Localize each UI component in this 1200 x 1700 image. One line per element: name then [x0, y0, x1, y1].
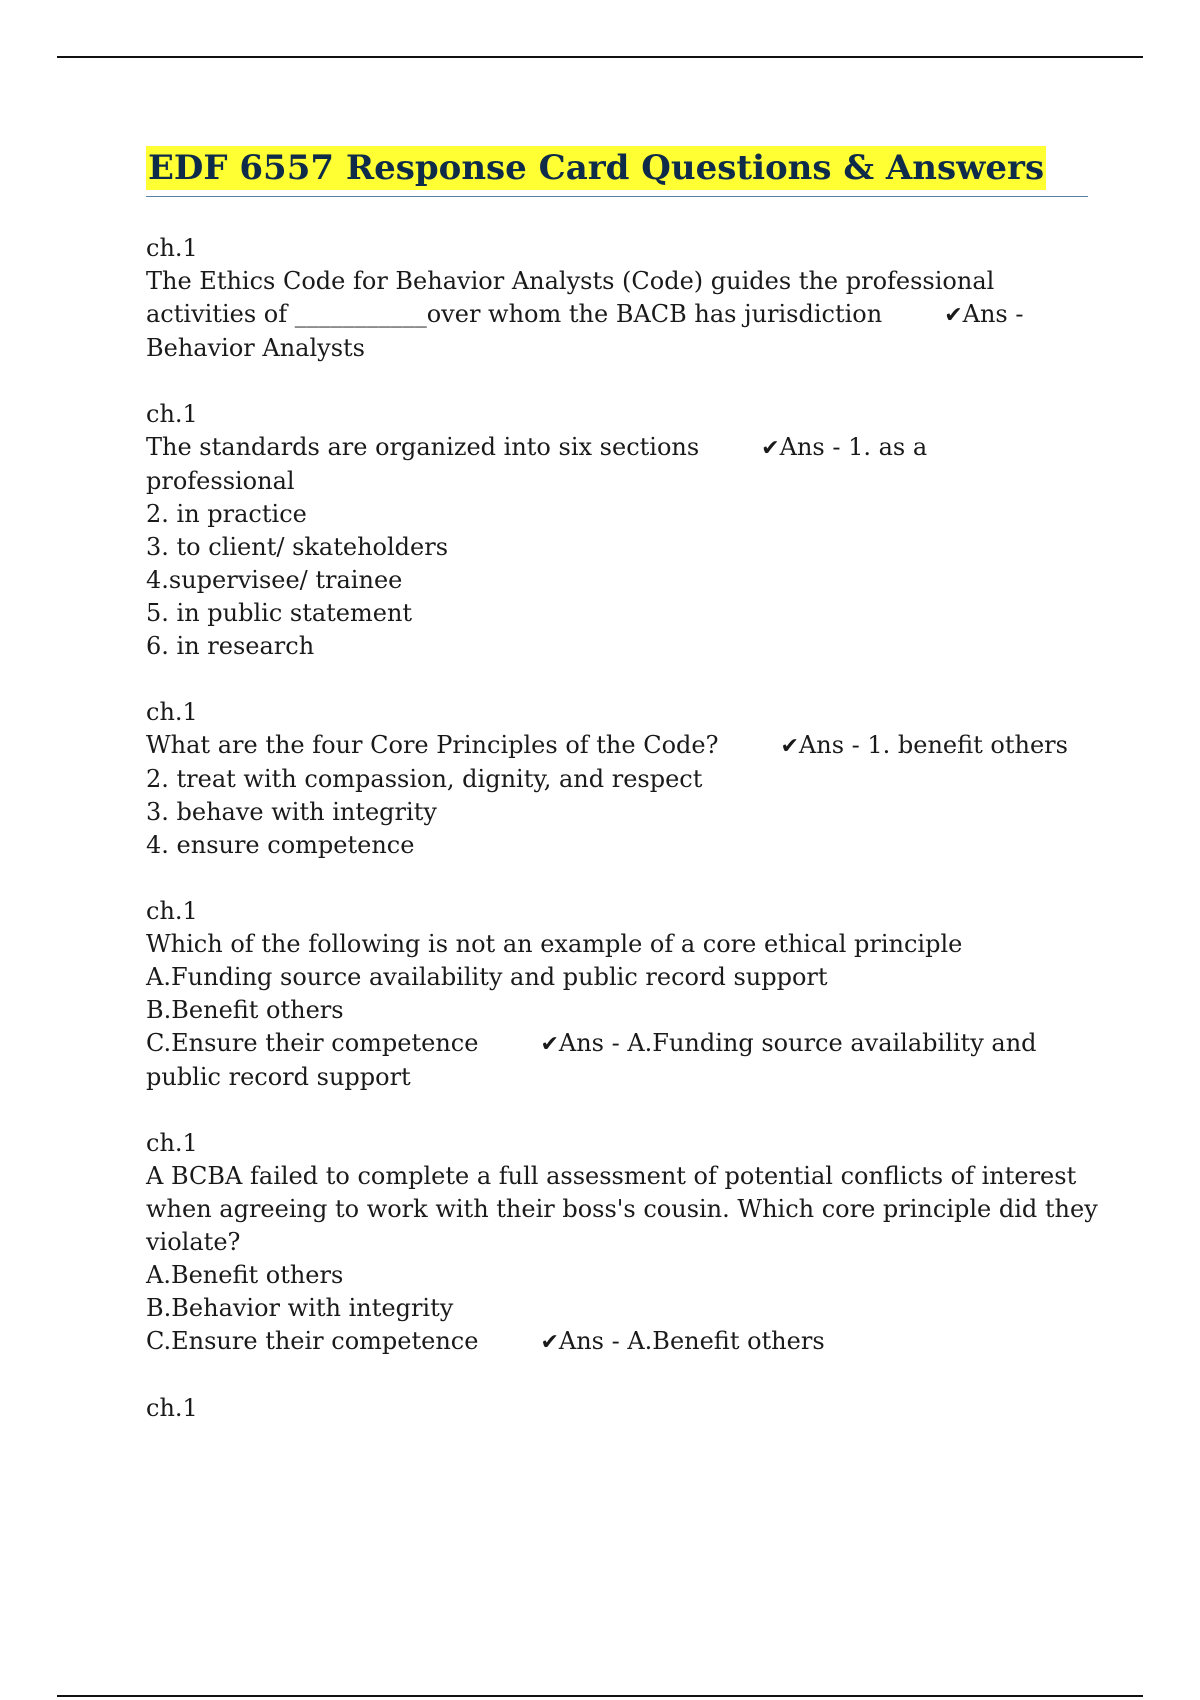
question-line: A.Benefit others [146, 1261, 344, 1289]
answer-continuation: professional [146, 467, 295, 495]
question-line: when agreeing to work with their boss's cousin. Which core principle did they [146, 1195, 1098, 1223]
question-line: B.Benefit others [146, 996, 344, 1024]
answer-continuation: 3. behave with integrity [146, 798, 437, 826]
answer-continuation: Behavior Analysts [146, 334, 365, 362]
qa-item [146, 696, 1086, 862]
question-text: C.Ensure their competence [146, 1029, 479, 1057]
question-text: What are the four Core Principles of the Code? [146, 731, 719, 759]
answer-continuation: 6. in research [146, 632, 315, 660]
chapter-label: ch.1 [146, 897, 198, 925]
answer-continuation: 4. ensure competence [146, 831, 415, 859]
answer-text: Ans - A.Benefit others [558, 1327, 825, 1355]
question-line: B.Behavior with integrity [146, 1294, 454, 1322]
question-line: A BCBA failed to complete a full assessment of potential conflicts of interest [146, 1162, 1077, 1190]
checkmark-icon: ✔ [944, 303, 963, 328]
question-text: The standards are organized into six sections [146, 433, 700, 461]
answer-continuation: 3. to client/ skateholders [146, 533, 449, 561]
answer-marker [780, 729, 1068, 763]
answer-text: Ans - A.Funding source availability and [558, 1029, 1037, 1057]
answer-text: Ans - 1. benefit others [798, 731, 1068, 759]
answer-continuation: 2. treat with compassion, dignity, and respect [146, 765, 703, 793]
question-text: C.Ensure their competence [146, 1327, 479, 1355]
answer-continuation: public record support [146, 1063, 411, 1091]
answer-line [146, 1325, 1086, 1359]
question-line: A.Funding source availability and public record support [146, 963, 828, 991]
answer-marker [540, 1325, 824, 1359]
checkmark-icon: ✔ [540, 1330, 559, 1355]
qa-item [146, 398, 1086, 663]
answer-line [146, 729, 1086, 763]
question-line: The Ethics Code for Behavior Analysts (Code) guides the professional [146, 267, 995, 295]
answer-continuation: 5. in public statement [146, 599, 413, 627]
answer-text: Ans - [962, 300, 1024, 328]
question-line: Which of the following is not an example of a core ethical principle [146, 930, 963, 958]
question-line: violate? [146, 1228, 241, 1256]
answer-line [146, 298, 1086, 332]
qa-item [146, 232, 1086, 365]
chapter-label: ch.1 [146, 1129, 198, 1157]
title-block [146, 146, 1088, 197]
answer-line [146, 1027, 1086, 1061]
chapter-label: ch.1 [146, 698, 198, 726]
document-title: EDF 6557 Response Card Questions & Answers [148, 148, 1045, 188]
answer-line [146, 431, 1086, 465]
checkmark-icon: ✔ [761, 436, 780, 461]
chapter-label: ch.1 [146, 234, 198, 262]
answer-marker [944, 298, 1023, 332]
chapter-label: ch.1 [146, 400, 198, 428]
question-text: activities of ___________over whom the BACB has jurisdiction [146, 300, 883, 328]
checkmark-icon: ✔ [780, 734, 799, 759]
chapter-label: ch.1 [146, 1394, 198, 1422]
qa-list [146, 232, 1098, 1425]
bottom-rule [57, 1695, 1143, 1697]
answer-marker [540, 1027, 1036, 1061]
answer-continuation: 2. in practice [146, 500, 307, 528]
qa-item [146, 895, 1086, 1094]
answer-continuation: 4.supervisee/ trainee [146, 566, 403, 594]
answer-marker [761, 431, 927, 465]
checkmark-icon: ✔ [540, 1032, 559, 1057]
answer-text: Ans - 1. as a [779, 433, 928, 461]
qa-item [146, 1127, 1098, 1359]
top-rule [57, 56, 1143, 58]
